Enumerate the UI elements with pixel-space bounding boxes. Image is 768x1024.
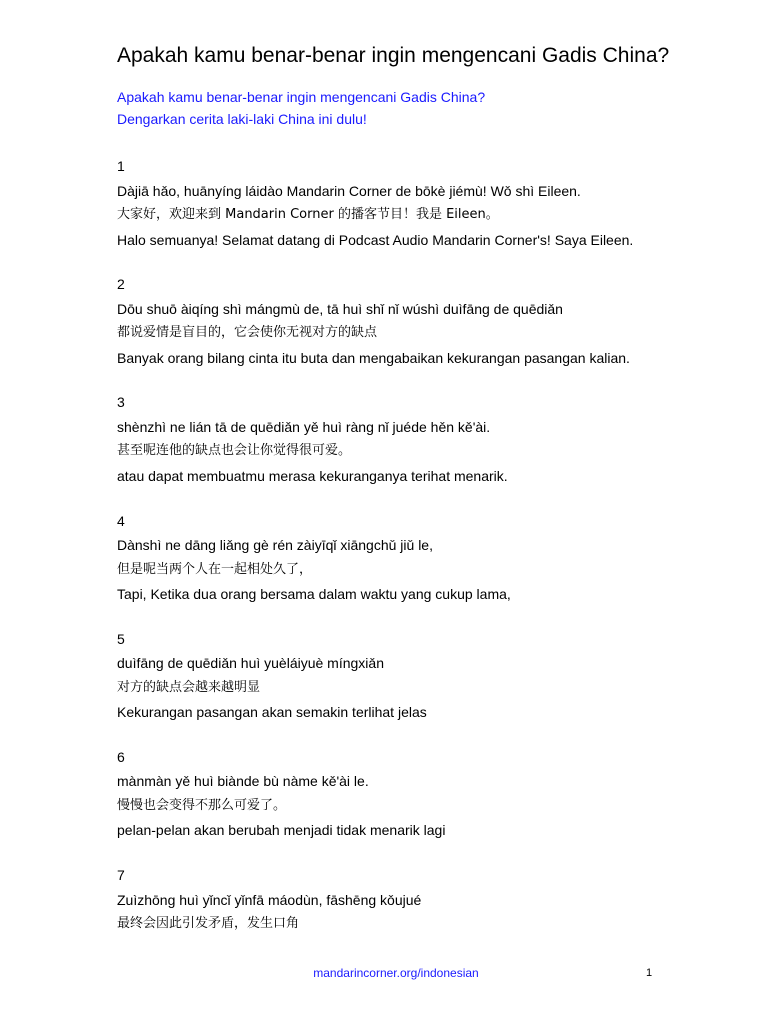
chinese-line: 但是呢当两个人在一起相处久了， <box>117 561 313 577</box>
dialogue-sections <box>117 154 737 981</box>
section-4 <box>117 509 737 627</box>
section-6 <box>117 745 737 863</box>
indonesian-line: Kekurangan pasangan akan semakin terlihat jelas <box>117 704 427 721</box>
section-number: 5 <box>117 630 125 647</box>
section-2 <box>117 272 737 390</box>
chinese-line: 慢慢也会变得不那么可爱了。 <box>117 797 287 813</box>
chinese-line: 最终会因此引发矛盾，发生口角 <box>117 916 300 932</box>
section-number: 7 <box>117 867 125 884</box>
section-number: 6 <box>117 748 125 765</box>
section-number: 4 <box>117 512 125 529</box>
chinese-line: 大家好，欢迎来到 Mandarin Corner 的播客节目！我是 Eileen。 <box>117 207 499 222</box>
section-7 <box>117 863 737 981</box>
pinyin-line: duìfāng de quēdiǎn huì yuèláiyuè míngxiǎn <box>117 655 384 672</box>
chinese-line: 对方的缺点会越来越明显 <box>117 679 261 695</box>
indonesian-line: Banyak orang bilang cinta itu buta dan mengabaikan kekurangan pasangan kalian. <box>117 349 630 366</box>
indonesian-line: Tapi, Ketika dua orang bersama dalam waktu yang cukup lama, <box>117 586 511 603</box>
section-1 <box>117 154 737 272</box>
intro-line-2: Dengarkan cerita laki-laki China ini dulu! <box>117 111 367 127</box>
section-number: 2 <box>117 276 125 293</box>
pinyin-line: Dōu shuō àiqíng shì mángmù de, tā huì shǐ nǐ wúshì duìfāng de quēdiǎn <box>117 300 563 317</box>
indonesian-line: Halo semuanya! Selamat datang di Podcast Audio Mandarin Corner's! Saya Eileen. <box>117 231 634 248</box>
pinyin-line: Dàjiā hǎo, huānyíng láidào Mandarin Corner de bōkè jiémù! Wǒ shì Eileen. <box>117 182 581 199</box>
section-number: 3 <box>117 394 125 411</box>
indonesian-line: atau dapat membuatmu merasa kekuranganya terihat menarik. <box>117 467 508 484</box>
intro-line-1: Apakah kamu benar-benar ingin mengencani Gadis China? <box>117 89 486 105</box>
pinyin-line: Zuìzhōng huì yǐncǐ yǐnfā máodùn, fāshēng kǒujué <box>117 891 422 908</box>
footer-link-text[interactable]: mandarincorner.org/indonesian <box>313 966 479 980</box>
pinyin-line: shènzhì ne lián tā de quēdiǎn yě huì ràng nǐ juéde hěn kě'ài. <box>117 418 491 435</box>
section-3 <box>117 390 737 508</box>
page-number: 1 <box>646 967 653 979</box>
chinese-line: 甚至呢连他的缺点也会让你觉得很可爱。 <box>117 443 352 459</box>
document-title: Apakah kamu benar-benar ingin mengencani Gadis China? <box>117 44 670 67</box>
indonesian-line: pelan-pelan akan berubah menjadi tidak menarik lagi <box>117 822 446 839</box>
pinyin-line: Dànshì ne dāng liǎng gè rén zàiyīqǐ xiāngchǔ jiǔ le, <box>117 537 433 554</box>
footer-website-link[interactable] <box>0 965 768 981</box>
chinese-line: 都说爱情是盲目的，它会使你无视对方的缺点 <box>117 325 378 341</box>
section-5 <box>117 627 737 745</box>
section-number: 1 <box>117 158 125 174</box>
intro-block <box>117 86 485 130</box>
pinyin-line: mànmàn yě huì biànde bù nàme kě'ài le. <box>117 773 369 790</box>
